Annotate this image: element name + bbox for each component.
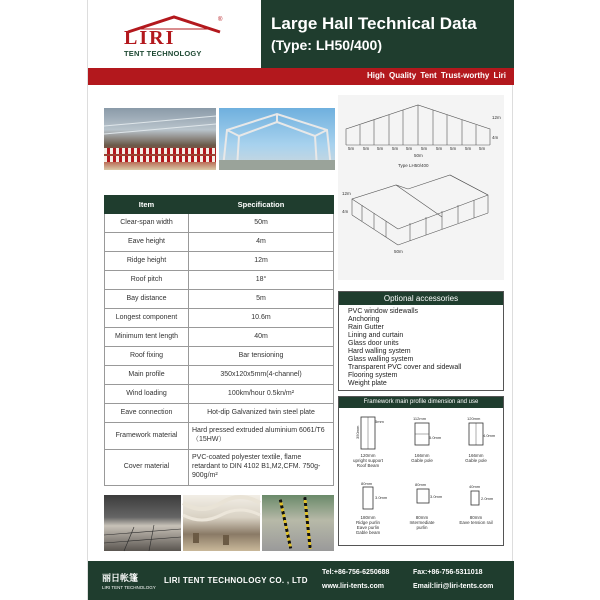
column-header-item: Item [105,196,189,214]
slogan-bar [88,68,514,85]
list-item: Hard walling system [348,348,411,355]
table-row [105,385,334,404]
spec-value: 40m [189,328,334,347]
lining-curtain-photo [183,495,260,551]
table-row [105,309,334,328]
tent-elevation-diagram [338,95,504,280]
bay-label: 5m [377,146,384,151]
spec-value: 10.6m [189,309,334,328]
bay-label: 5m [406,146,413,151]
spec-value: 18° [189,271,334,290]
logo-subtitle: TENT TECHNOLOGY [124,49,202,58]
tent-drawing [338,95,504,280]
spec-item: Main profile [105,366,189,385]
table-row [105,450,334,486]
optional-accessories [338,291,504,391]
bay-label: 5m [421,146,428,151]
spec-value: Hot-dip Galvanized twin steel plate [189,404,334,423]
dim-t: 3.0mm [375,495,388,500]
accessories-title: Optional accessories [339,292,503,305]
page-subtitle: (Type: LH50/400) [271,37,382,53]
profile-cell [397,415,447,463]
bay-label: 5m [465,146,472,151]
profile-section-icon [351,415,385,453]
spec-item: Framework material [105,423,189,450]
profile-caption: Intermediate purlin [409,520,435,530]
list-item: Weight plate [348,380,387,387]
table-row [105,290,334,309]
dim-w: 80mm [361,481,373,486]
iso-span-label: 50m [394,249,403,254]
profile-cell [397,481,447,530]
dim-w: 112mm [413,416,427,421]
type-caption: Type LH50/400 [398,163,429,168]
spec-value: 4m [189,233,334,252]
dim-h: 180mm [360,515,376,520]
hall-interior-photo [104,108,216,170]
table-row [105,271,334,290]
aluminium-frame-graphic [219,108,335,170]
spec-item: Roof fixing [105,347,189,366]
table-row [105,404,334,423]
dim-h: 80mm [415,515,429,520]
slogan: High Quality Tent Trust-worthy Liri [367,71,506,80]
spec-item: Eave height [105,233,189,252]
list-item: Glass walling system [348,356,414,363]
phone-number: Tel:+86-756-6250688 [322,569,390,576]
spec-item: Roof pitch [105,271,189,290]
spec-item: Longest component [105,309,189,328]
accessories-list [339,305,503,388]
logo [88,0,261,68]
dim-t: 4.0mm [483,433,496,438]
datasheet-page [87,0,513,600]
table-row [105,252,334,271]
list-item: Glass door units [348,340,399,347]
column-header-spec: Specification [189,196,334,214]
profile-section-icon [459,415,496,453]
table-row [105,328,334,347]
table-row [105,214,334,233]
profile-cell [451,415,501,463]
page-title: Large Hall Technical Data [271,14,477,33]
list-item: Anchoring [348,316,380,323]
spec-table-header [105,196,334,214]
company-name: LIRI TENT TECHNOLOGY CO. , LTD [164,576,308,585]
iso-ridge-label: 12m [342,191,351,196]
profile-caption: Gable pole [465,458,487,463]
title-block [261,0,514,68]
profile-caption: upright support Roof Beam [352,458,384,468]
eave-height-label: 4m [492,135,499,140]
dim-w: 40mm [469,484,481,489]
profile-section-icon [351,481,388,515]
floor-grid-graphic [104,495,181,551]
ridge-height-label: 12m [492,115,501,120]
spec-item: Wind loading [105,385,189,404]
frame-construction-photo [219,108,335,170]
footer [88,561,514,600]
profile-caption: Eave tension rail [459,520,493,525]
dim-t: 5mm [375,419,384,424]
spec-value: 350x120x5mm(4-channel) [189,366,334,385]
iso-eave-label: 4m [342,209,349,214]
website-link[interactable]: www.liri-tents.com [322,583,384,590]
email-link[interactable]: Email:liri@liri-tents.com [413,583,494,590]
spec-value: 12m [189,252,334,271]
footer-logo-subtitle: LIRI TENT TECHNOLOGY [102,585,156,590]
list-item: Rain Gutter [348,324,384,331]
profile-caption: Ridge purlin Eave purlin Gable beam [355,520,381,535]
lining-graphic [183,495,260,551]
dim-h: 350mm [355,425,360,439]
list-item: Flooring system [348,372,398,379]
header [88,0,514,68]
table-row [105,347,334,366]
profile-cell [343,415,393,468]
profiles-title: Framework main profile dimension and use [339,397,503,408]
spec-value: PVC-coated polyester textile, flame retardant to DIN 4102 B1,M2,CFM. 750g-900g/m² [189,450,334,486]
spec-value: 5m [189,290,334,309]
bay-label: 5m [392,146,399,151]
spec-item: Minimum tent length [105,328,189,347]
profile-cell [343,481,393,535]
anchoring-photo [262,495,334,551]
dim-t: 3.0mm [430,494,443,499]
dim-w: 120mm [467,416,481,421]
spec-value: 50m [189,214,334,233]
profile-caption: Gable pole [411,458,433,463]
profile-section-icon [405,481,443,515]
table-row [105,423,334,450]
profile-section-icon [459,481,493,515]
table-row [105,366,334,385]
total-span-label: 50m [414,153,423,158]
spec-item: Eave connection [105,404,189,423]
spec-item: Bay distance [105,290,189,309]
fax-number: Fax:+86-756-5311018 [413,569,483,576]
profile-cell [451,481,501,525]
ceiling-lines-graphic [104,108,216,170]
spec-item: Ridge height [105,252,189,271]
table-row [105,233,334,252]
spec-value: 100km/hour 0.5kn/m² [189,385,334,404]
list-item: Lining and curtain [348,332,404,339]
dim-h: 166mm [468,453,484,458]
bay-label: 5m [436,146,443,151]
footer-logo: 丽日帐篷 [102,573,139,583]
list-item: Transparent PVC cover and sidewall [348,364,462,371]
profile-dimensions [338,396,504,546]
logo-text: LIRI [124,27,176,49]
spec-value: Hard pressed extruded aluminium 6061/T6（15HW） [189,423,334,450]
spec-item: Cover material [105,450,189,486]
dim-t: 2.0mm [481,496,494,501]
bay-label: 5m [479,146,486,151]
bay-label: 5m [450,146,457,151]
spec-item: Clear-span width [105,214,189,233]
bay-label: 5m [363,146,370,151]
spec-table [104,195,334,486]
dim-h: 80mm [469,515,483,520]
dim-t: 5.0mm [429,435,442,440]
dim-h: 166mm [414,453,430,458]
bay-label: 5m [348,146,355,151]
list-item: PVC window sidewalls [348,308,419,315]
dim-w: 80mm [415,482,427,487]
profile-section-icon [405,415,442,453]
spec-value: Bar tensioning [189,347,334,366]
flooring-photo [104,495,181,551]
registered-mark: ® [218,17,223,23]
dim-w: 120mm [360,453,376,458]
